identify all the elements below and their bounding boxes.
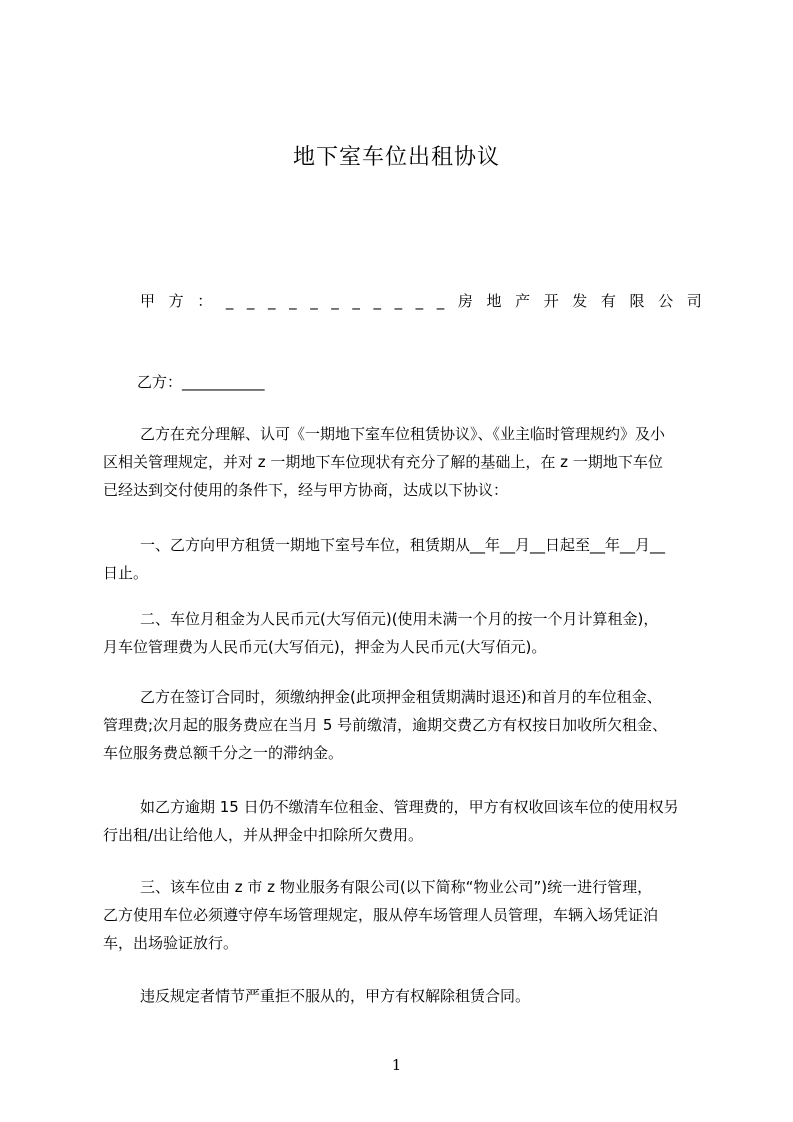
paragraph-line: 三、该车位由 z 市 z 物业服务有限公司(以下简称“物业公司”)统一进行管理， bbox=[140, 878, 653, 896]
paragraph-line: 月车位管理费为人民币元(大写佰元)，押金为人民币元(大写佰元)。 bbox=[103, 638, 547, 656]
paragraph-line: 违反规定者情节严重拒不服从的，甲方有权解除租赁合同。 bbox=[140, 987, 531, 1005]
party-a-char: 地 bbox=[486, 292, 502, 310]
party-b-line: 乙方：___________ bbox=[137, 373, 265, 391]
party-a-char: ： bbox=[197, 292, 213, 310]
paragraph-line: 行出租/出让给他人，并从押金中扣除所欠费用。 bbox=[103, 826, 424, 844]
party-a-char: 甲 bbox=[140, 292, 156, 310]
paragraph-line: 管理费;次月起的服务费应在当月 5 号前缴清，逾期交费乙方有权按日加收所欠租金、 bbox=[103, 716, 668, 734]
party-a-char: 产 bbox=[515, 292, 531, 310]
party-a-char: 有 bbox=[600, 292, 616, 310]
party-a-char: _ bbox=[246, 292, 255, 310]
paragraph-line: 车，出场验证放行。 bbox=[103, 934, 239, 952]
party-a-char: _ bbox=[436, 292, 445, 310]
paragraph-line: 一、乙方向甲方租赁一期地下室号车位，租赁期从__年__月__日起至__年__月__ bbox=[140, 536, 666, 554]
paragraph-clause-2 bbox=[103, 605, 703, 661]
paragraph-line: 乙方使用车位必须遵守停车场管理规定，服从停车场管理人员管理，车辆入场凭证泊 bbox=[103, 906, 659, 924]
party-a-char: 限 bbox=[629, 292, 645, 310]
party-a-char: _ bbox=[289, 292, 297, 310]
party-a-char: _ bbox=[331, 292, 339, 310]
party-a-char: 发 bbox=[572, 292, 588, 310]
paragraph-line: 二、车位月租金为人民币元(大写佰元)(使用未满一个月的按一个月计算租金)， bbox=[140, 610, 659, 628]
party-a-char: _ bbox=[394, 292, 403, 310]
page-number: 1 bbox=[391, 1056, 402, 1074]
paragraph-overdue bbox=[103, 793, 703, 849]
party-a-line bbox=[140, 289, 702, 313]
document-title: 地下室车位出租协议 bbox=[292, 145, 500, 170]
paragraph-violation bbox=[103, 982, 703, 1010]
party-a-char: _ bbox=[415, 292, 424, 310]
paragraph-line: 乙方在充分理解、认可《一期地下室车位租赁协议》、《业主临时管理规约》及小 bbox=[140, 425, 666, 443]
party-a-char: _ bbox=[225, 292, 234, 310]
party-a-char: 房 bbox=[457, 292, 473, 310]
party-a-char: _ bbox=[352, 292, 360, 310]
paragraph-deposit bbox=[103, 683, 703, 767]
paragraph-intro bbox=[103, 420, 703, 504]
paragraph-line: 区相关管理规定，并对 z 一期地下车位现状有充分了解的基础上，在 z 一期地下车位 bbox=[103, 453, 663, 471]
party-a-char: _ bbox=[310, 292, 318, 310]
party-a-char: 开 bbox=[543, 292, 559, 310]
paragraph-clause-3 bbox=[103, 873, 703, 957]
party-a-char: 司 bbox=[686, 292, 702, 310]
paragraph-line: 乙方在签订合同时，须缴纳押金(此项押金租赁期满时退还)和首月的车位租金、 bbox=[140, 688, 662, 706]
paragraph-line: 日止。 bbox=[103, 564, 149, 582]
paragraph-line: 车位服务费总额千分之一的滞纳金。 bbox=[103, 744, 344, 762]
paragraph-line: 已经达到交付使用的条件下，经与甲方协商，达成以下协议： bbox=[103, 481, 509, 499]
party-a-char: 公 bbox=[658, 292, 674, 310]
paragraph-clause-1 bbox=[103, 531, 703, 587]
paragraph-line: 如乙方逾期 15 日仍不缴清车位租金、管理费的，甲方有权收回该车位的使用权另 bbox=[140, 798, 679, 816]
party-a-char: _ bbox=[373, 292, 381, 310]
party-a-char: 方 bbox=[168, 292, 184, 310]
party-a-char: _ bbox=[268, 292, 276, 310]
